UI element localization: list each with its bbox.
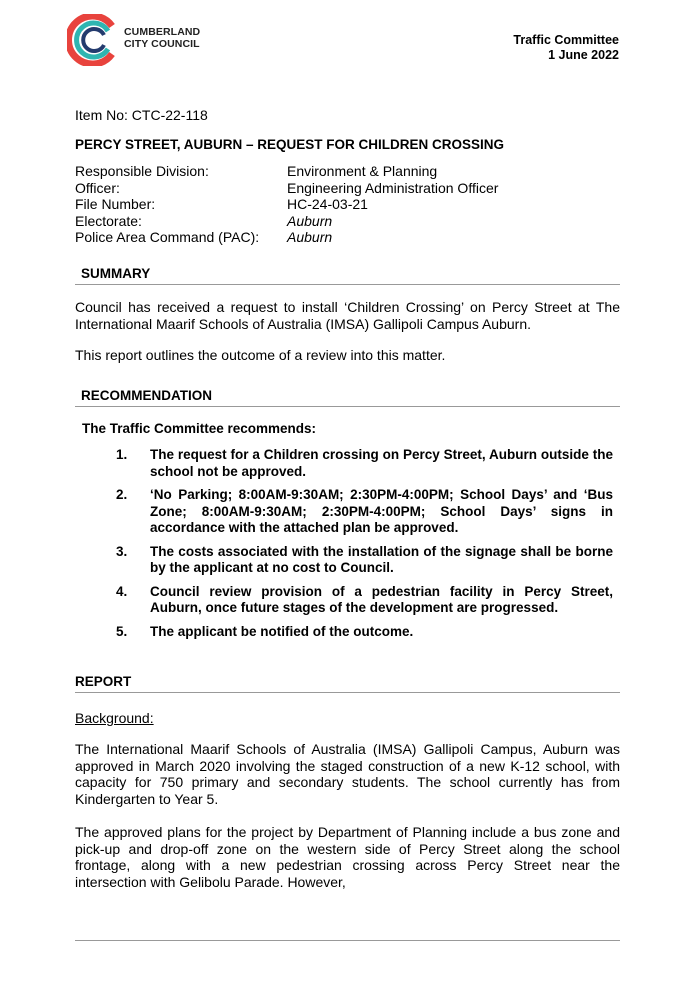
background-subheading: Background: (75, 710, 154, 726)
list-item-number: 3. (116, 543, 128, 559)
recommendation-heading-text: RECOMMENDATION (81, 388, 212, 403)
item-number: Item No: CTC-22-118 (75, 107, 208, 123)
meta-row (75, 180, 498, 197)
meta-value: Environment & Planning (287, 163, 438, 179)
meta-label: File Number: (75, 196, 156, 212)
list-item-text: The request for a Children crossing on Percy Street, Auburn outside the school not be approved. (150, 447, 613, 479)
list-item-number: 2. (116, 487, 128, 502)
list-item (116, 624, 613, 641)
committee-name: Traffic Committee (513, 33, 619, 47)
logo-line-1: CUMBERLAND (124, 26, 201, 38)
meta-label: Police Area Command (PAC): (75, 229, 260, 245)
meta-value: Engineering Administration Officer (287, 179, 499, 196)
meta-label: Electorate: (75, 212, 142, 229)
summary-heading (75, 266, 620, 285)
meta-value: Auburn (287, 229, 333, 245)
summary-paragraph-2: This report outlines the outcome of a review into this matter. (75, 347, 446, 363)
meta-value: Auburn (287, 212, 333, 229)
recommendation-intro: The Traffic Committee recommends: (82, 421, 317, 436)
list-item-text: The costs associated with the installation of the signage shall be borne by the applicant at no cost to Council. (150, 543, 613, 575)
report-paragraph-2: The approved plans for the project by Department of Planning include a bus zone and pick-up and drop-off zone on the western side of Percy Street along the school frontage, along with a new pedestrian crossing across Percy Street near the intersection with Gelibolu Parade. However, (75, 824, 620, 890)
summary-heading-text: SUMMARY (81, 266, 151, 281)
logo-wordmark (124, 26, 200, 50)
report-title: PERCY STREET, AUBURN – REQUEST FOR CHILDREN CROSSING (75, 137, 505, 152)
list-item (116, 544, 613, 577)
footer-divider (75, 940, 620, 941)
cumberland-logo-icon (67, 14, 123, 66)
meta-label: Responsible Division: (75, 163, 209, 179)
list-item-number: 1. (116, 447, 128, 462)
recommendation-list (116, 447, 613, 647)
list-item (116, 487, 613, 537)
meta-row (75, 213, 498, 230)
recommendation-heading (75, 388, 620, 407)
report-paragraph-1: The International Maarif Schools of Australia (IMSA) Gallipoli Campus, Auburn was approved in March 2020 involving the staged construction of a new K-12 school, with capacity for 750 primary and secondary students. The school currently has from Kindergarten to Year 5. (75, 741, 620, 807)
meta-row (75, 229, 498, 246)
meta-value: HC-24-03-21 (287, 196, 368, 212)
list-item-number: 4. (116, 583, 128, 599)
list-item (116, 447, 613, 480)
list-item-number: 5. (116, 623, 128, 639)
header-meta (513, 33, 619, 63)
list-item-text: The applicant be notified of the outcome. (150, 623, 414, 639)
meta-label: Officer: (75, 179, 120, 196)
report-heading-text: REPORT (75, 674, 132, 689)
meta-table (75, 163, 498, 246)
meta-row (75, 163, 498, 180)
logo-line-2: CITY COUNCIL (124, 38, 200, 50)
list-item (116, 584, 613, 617)
list-item-text: Council review provision of a pedestrian facility in Percy Street, Auburn, once future stages of the development are progressed. (150, 583, 613, 615)
meeting-date: 1 June 2022 (548, 48, 619, 62)
list-item-text: ‘No Parking; 8:00AM-9:30AM; 2:30PM-4:00PM; School Days’ and ‘Bus Zone; 8:00AM-9:30AM; 2:30PM-4:00PM; School Days’ signs in accordance with the attached plan be approved. (150, 487, 613, 535)
report-heading (75, 674, 620, 693)
summary-paragraph-1: Council has received a request to install ‘Children Crossing’ on Percy Street at The International Maarif Schools of Australia (IMSA) Gallipoli Campus Auburn. (75, 299, 620, 332)
meta-row (75, 196, 498, 213)
